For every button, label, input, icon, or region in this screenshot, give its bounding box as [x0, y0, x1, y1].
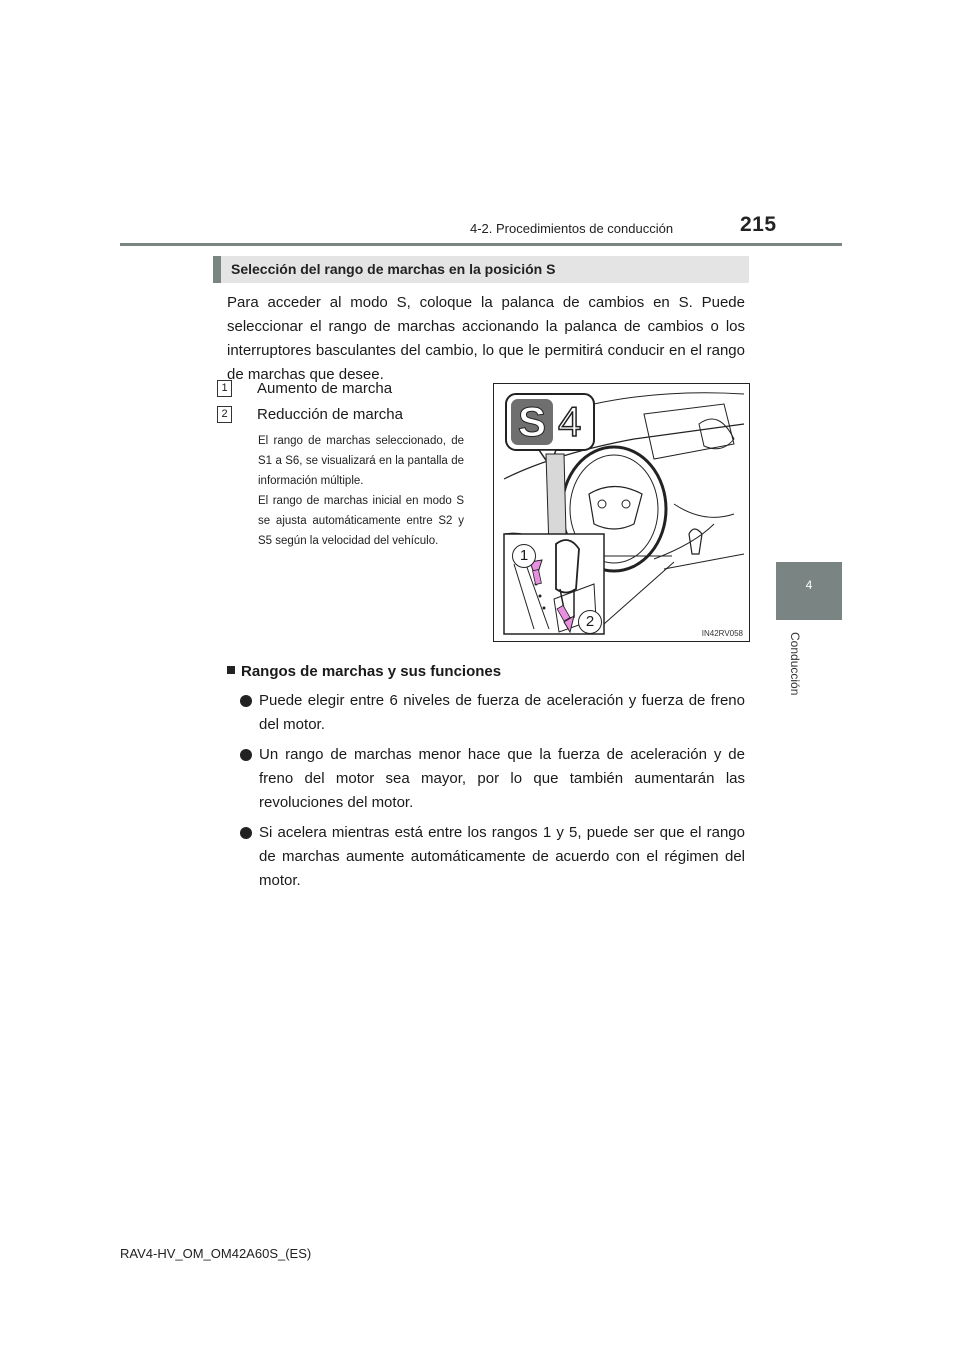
header-section-title: 4-2. Procedimientos de conducción — [470, 221, 674, 236]
callout-number: 1 — [217, 380, 232, 397]
page-number: 215 — [740, 213, 777, 236]
list-item-text: Si acelera mientras está entre los rangos 1 y 5, puede ser que el rango de marchas aumente automáticamente de acuerdo con el régimen del motor. — [259, 824, 745, 889]
list-item — [240, 743, 745, 815]
list-item — [240, 689, 745, 737]
bullet-dot-icon — [240, 827, 252, 839]
callout-label: Reducción de marcha — [257, 406, 403, 423]
chapter-tab[interactable] — [776, 562, 842, 620]
callout-number: 2 — [217, 406, 232, 423]
shift-lever-illustration — [493, 383, 750, 642]
list-item — [240, 821, 745, 893]
square-bullet-icon — [227, 666, 235, 674]
display-s-letter: S — [518, 398, 547, 445]
functions-list — [240, 689, 745, 899]
callout-label: Aumento de marcha — [257, 380, 393, 397]
chapter-label: Conducción — [788, 632, 802, 696]
subsection-heading — [227, 663, 501, 680]
chapter-number: 4 — [805, 578, 813, 592]
figure-code: IN42RV058 — [701, 629, 743, 638]
bullet-dot-icon — [240, 749, 252, 761]
document-footer: RAV4-HV_OM_OM42A60S_(ES) — [120, 1246, 312, 1261]
header-rule — [120, 243, 842, 246]
figure-marker-1: 1 — [512, 544, 536, 568]
note-text: El rango de marchas seleccionado, de S1 a S6, se visualizará en la pantalla de información múltiple. El rango de marchas inicial en modo S se ajusta automáticamente entre S2 y S5 según la velocidad del vehículo. — [258, 435, 464, 547]
list-item-text: Un rango de marchas menor hace que la fuerza de aceleración y de freno del motor sea mayor, por lo que también aumentarán las revoluciones del motor. — [259, 746, 745, 811]
bullet-dot-icon — [240, 695, 252, 707]
figure-marker-2: 2 — [578, 610, 602, 634]
display-gear-digit: 4 — [558, 398, 582, 445]
section-heading: Selección del rango de marchas en la posición S — [213, 256, 749, 283]
list-item-text: Puede elegir entre 6 niveles de fuerza de aceleración y fuerza de freno del motor. — [259, 692, 745, 733]
subsection-title: Rangos de marchas y sus funciones — [241, 663, 502, 680]
intro-paragraph: Para acceder al modo S, coloque la palanca de cambios en S. Puede seleccionar el rango de marchas accionando la palanca de cambios o los interruptores basculantes del cambio, lo que le permitirá conducir en el rango de marchas que desee. — [227, 294, 745, 383]
